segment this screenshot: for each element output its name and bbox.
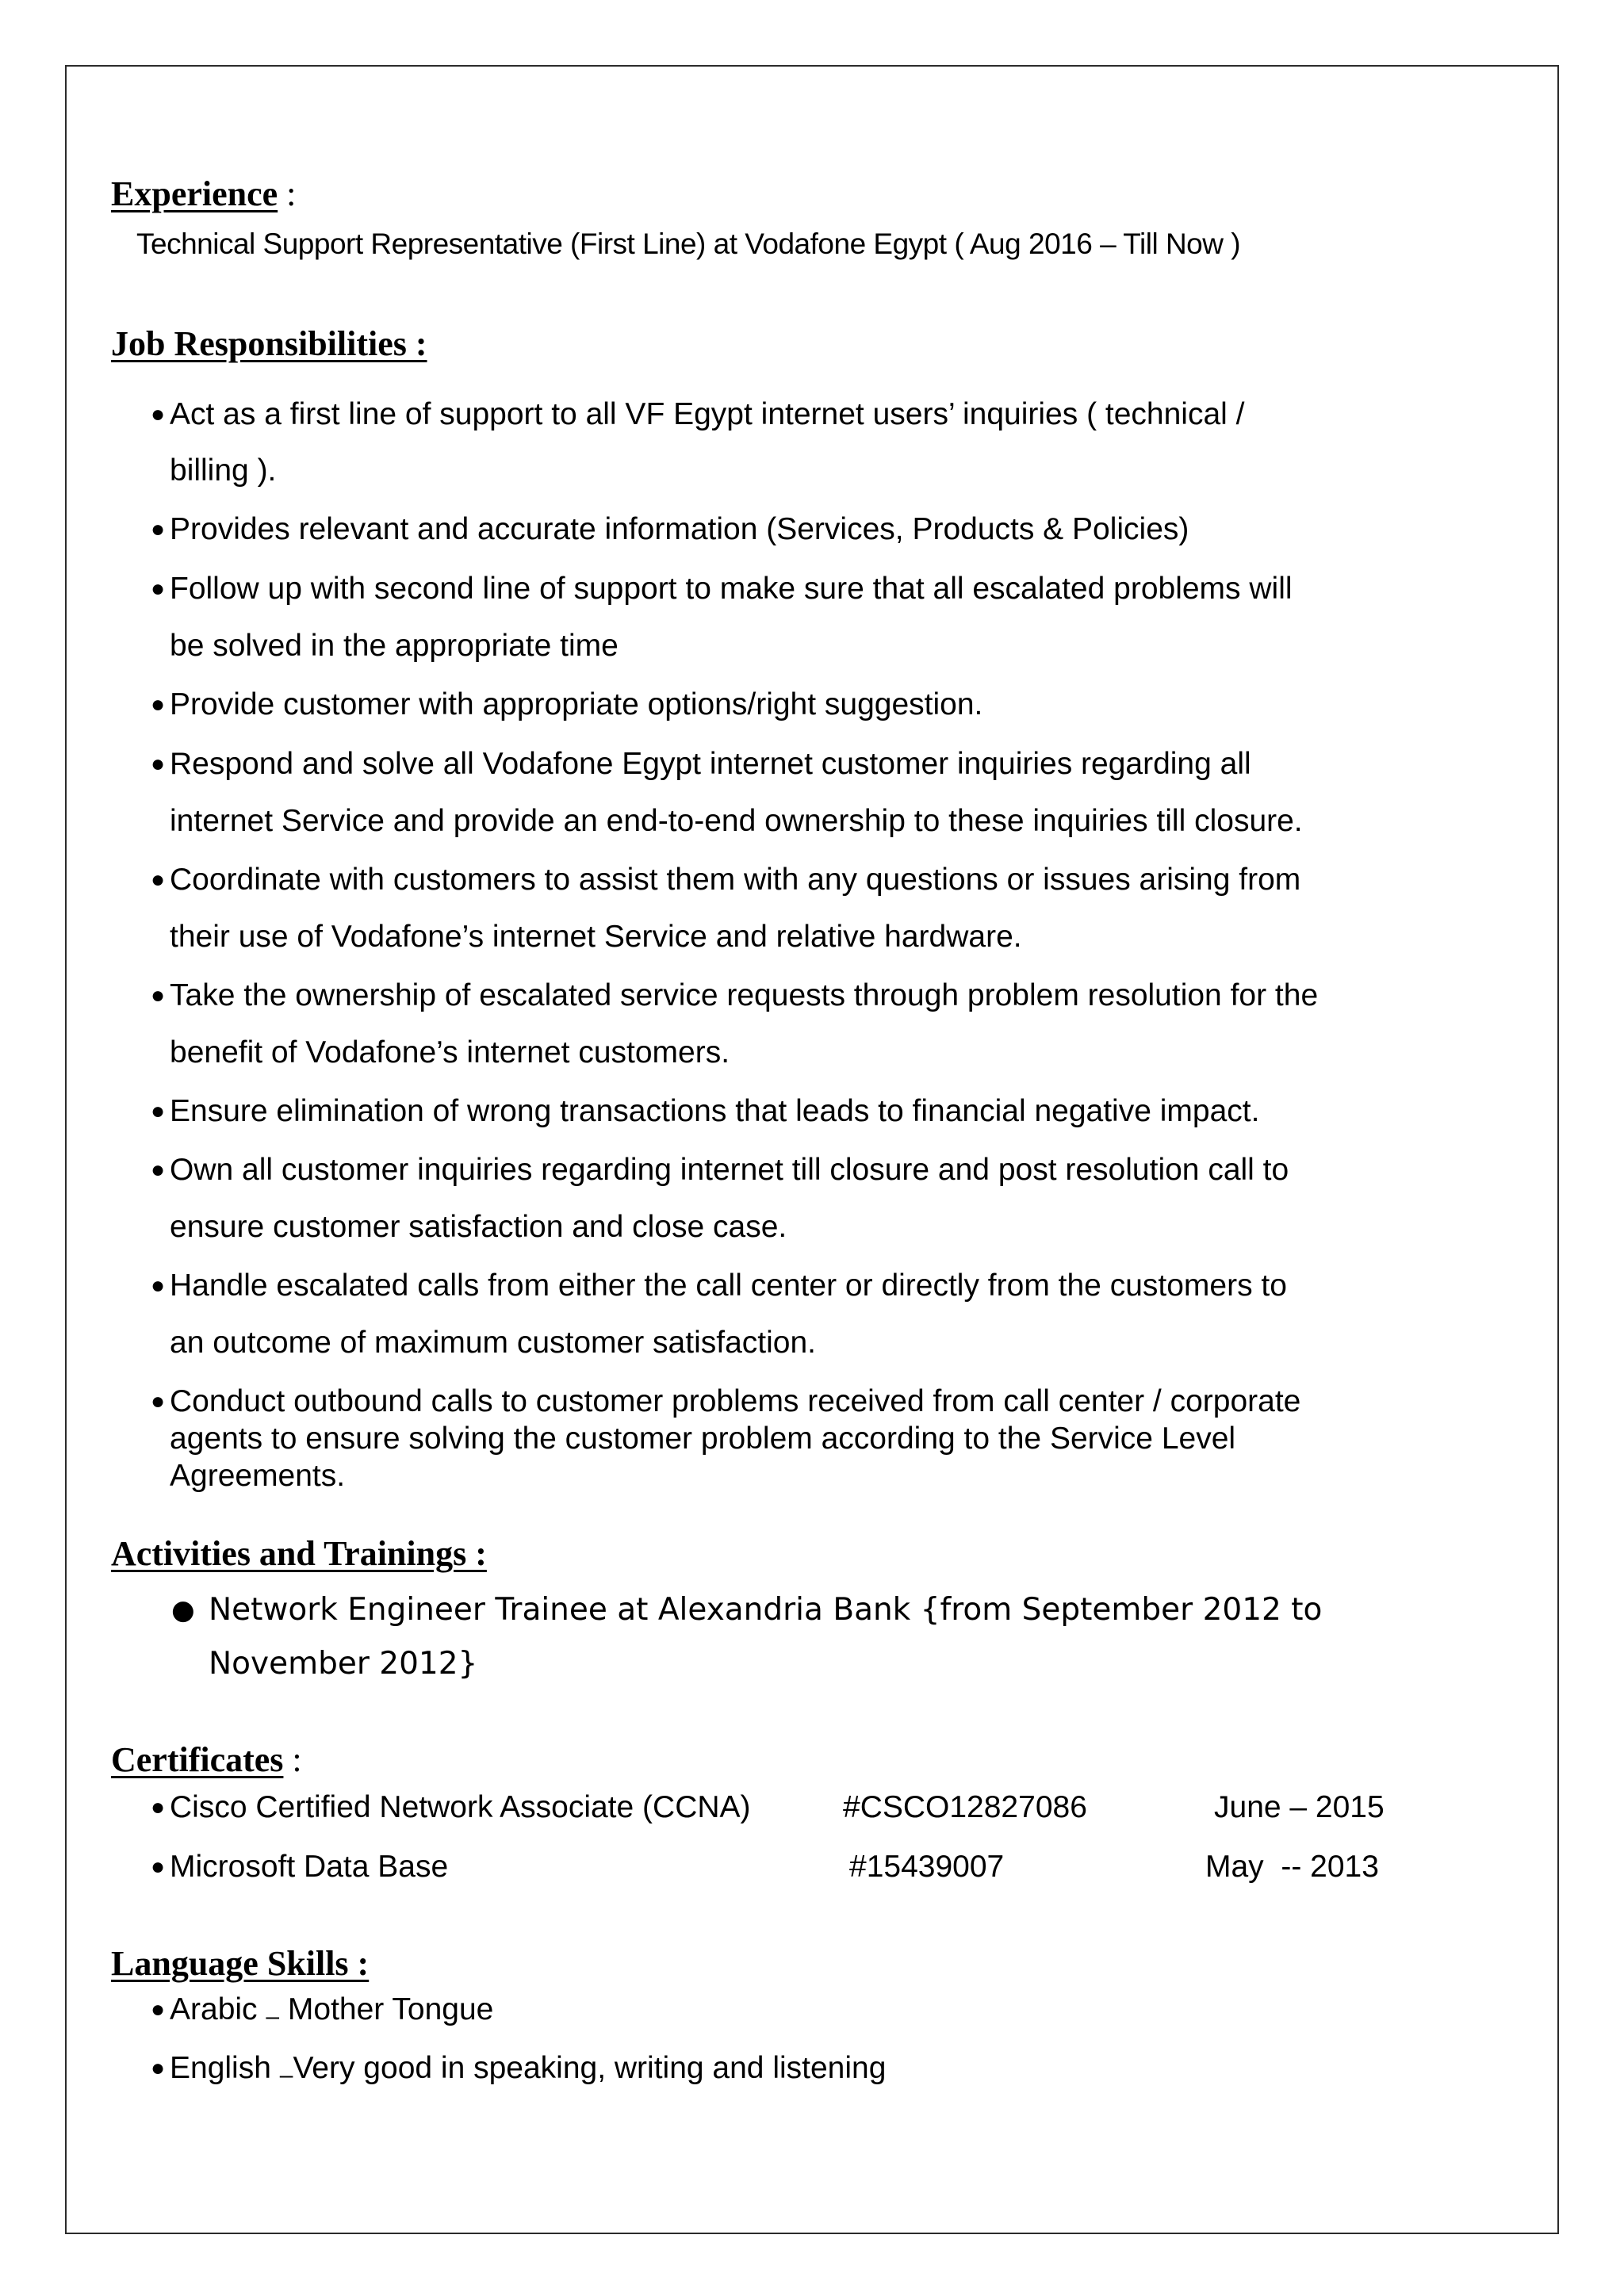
certificate-name: Microsoft Data Base [170, 1850, 449, 1884]
experience-position: Technical Support Representative (First Line) at Vodafone Egypt ( Aug 2016 – Till Now ) [136, 228, 1241, 260]
bullet-dot-icon: ● [151, 691, 166, 718]
responsibility-item: Conduct outbound calls to customer problems received from call center / corporate [170, 1384, 1301, 1418]
responsibility-item-cont: agents to ensure solving the customer problem according to the Service Level [170, 1422, 1236, 1456]
language-item [170, 1992, 493, 2030]
activities-heading [111, 1534, 487, 1574]
languages-heading-text: Language Skills : [111, 1944, 370, 1983]
bullet-dot-icon: ● [151, 576, 166, 602]
responsibility-item: Coordinate with customers to assist them with any questions or issues arising from [170, 863, 1301, 897]
responsibility-item-cont: an outcome of maximum customer satisfaction. [170, 1326, 816, 1360]
bullet-dot-icon: ● [151, 751, 166, 777]
responsibility-item: Own all customer inquiries regarding internet till closure and post resolution call to [170, 1153, 1289, 1187]
languages-heading [111, 1944, 369, 1984]
responsibility-item: Follow up with second line of support to make sure that all escalated problems will [170, 572, 1293, 606]
responsibility-item-cont: billing ). [170, 453, 277, 488]
bullet-dot-icon: ● [151, 1157, 166, 1183]
responsibility-item-cont: Agreements. [170, 1459, 346, 1493]
responsibility-item-cont: ensure customer satisfaction and close case. [170, 1210, 787, 1244]
responsibility-item: Ensure elimination of wrong transactions that leads to financial negative impact. [170, 1094, 1260, 1128]
certificates-heading-colon: : [292, 1740, 302, 1779]
bullet-dot-icon: ● [151, 1272, 166, 1299]
responsibility-item-cont: internet Service and provide an end-to-end ownership to these inquiries till closure. [170, 804, 1303, 838]
bullet-dot-icon: ● [151, 516, 166, 542]
training-item: Network Engineer Trainee at Alexandria Bank {from September 2012 to [209, 1592, 1323, 1628]
language-item [170, 2050, 886, 2089]
bullet-dot-icon: ● [151, 1794, 166, 1820]
responsibilities-heading [111, 324, 427, 364]
bullet-dot-icon: ● [151, 1388, 166, 1414]
bullet-dot-icon: ● [151, 867, 166, 893]
language-dash: – [279, 2062, 293, 2088]
language-name: Arabic [170, 1992, 266, 2026]
responsibility-item: Provides relevant and accurate information (Services, Products & Policies) [170, 512, 1189, 546]
bullet-dot-icon: ● [151, 2055, 166, 2081]
responsibility-item-cont: be solved in the appropriate time [170, 629, 619, 663]
responsibility-item: Act as a first line of support to all VF Egypt internet users’ inquiries ( technical / [170, 397, 1245, 431]
language-dash: – [266, 2003, 280, 2030]
certificate-name: Cisco Certified Network Associate (CCNA) [170, 1790, 751, 1824]
certificate-id: #CSCO12827086 [843, 1790, 1087, 1824]
training-item-cont: November 2012} [209, 1646, 478, 1682]
page-border [65, 65, 1559, 2234]
responsibility-item: Provide customer with appropriate options/right suggestion. [170, 687, 983, 721]
experience-heading-text: Experience [111, 174, 278, 213]
responsibility-item: Respond and solve all Vodafone Egypt internet customer inquiries regarding all [170, 747, 1251, 781]
bullet-dot-icon: ● [151, 1098, 166, 1124]
activities-heading-text: Activities and Trainings : [111, 1534, 487, 1573]
certificates-heading [111, 1740, 302, 1780]
bullet-dot-icon: ● [151, 982, 166, 1008]
bullet-dot-icon: ● [151, 1996, 166, 2022]
responsibility-item-cont: benefit of Vodafone’s internet customers. [170, 1035, 730, 1070]
responsibilities-heading-text: Job Responsibilities : [111, 324, 427, 363]
certificate-id: #15439007 [849, 1850, 1005, 1884]
bullet-dot-icon: ● [151, 1854, 166, 1880]
certificate-date: June – 2015 [1214, 1790, 1385, 1824]
experience-heading-colon: : [286, 174, 297, 213]
responsibility-item: Take the ownership of escalated service requests through problem resolution for the [170, 978, 1319, 1012]
language-name: English [170, 2051, 280, 2085]
responsibility-item-cont: their use of Vodafone’s internet Service and relative hardware. [170, 920, 1022, 954]
responsibility-item: Handle escalated calls from either the call center or directly from the customers to [170, 1269, 1287, 1303]
experience-heading [111, 174, 296, 214]
certificate-date: May -- 2013 [1205, 1850, 1379, 1884]
language-level: Mother Tongue [279, 1992, 494, 2026]
certificates-heading-text: Certificates [111, 1740, 284, 1779]
bullet-dot-icon: ● [171, 1594, 195, 1626]
language-level: Very good in speaking, writing and listening [293, 2051, 887, 2085]
bullet-dot-icon: ● [151, 401, 166, 427]
